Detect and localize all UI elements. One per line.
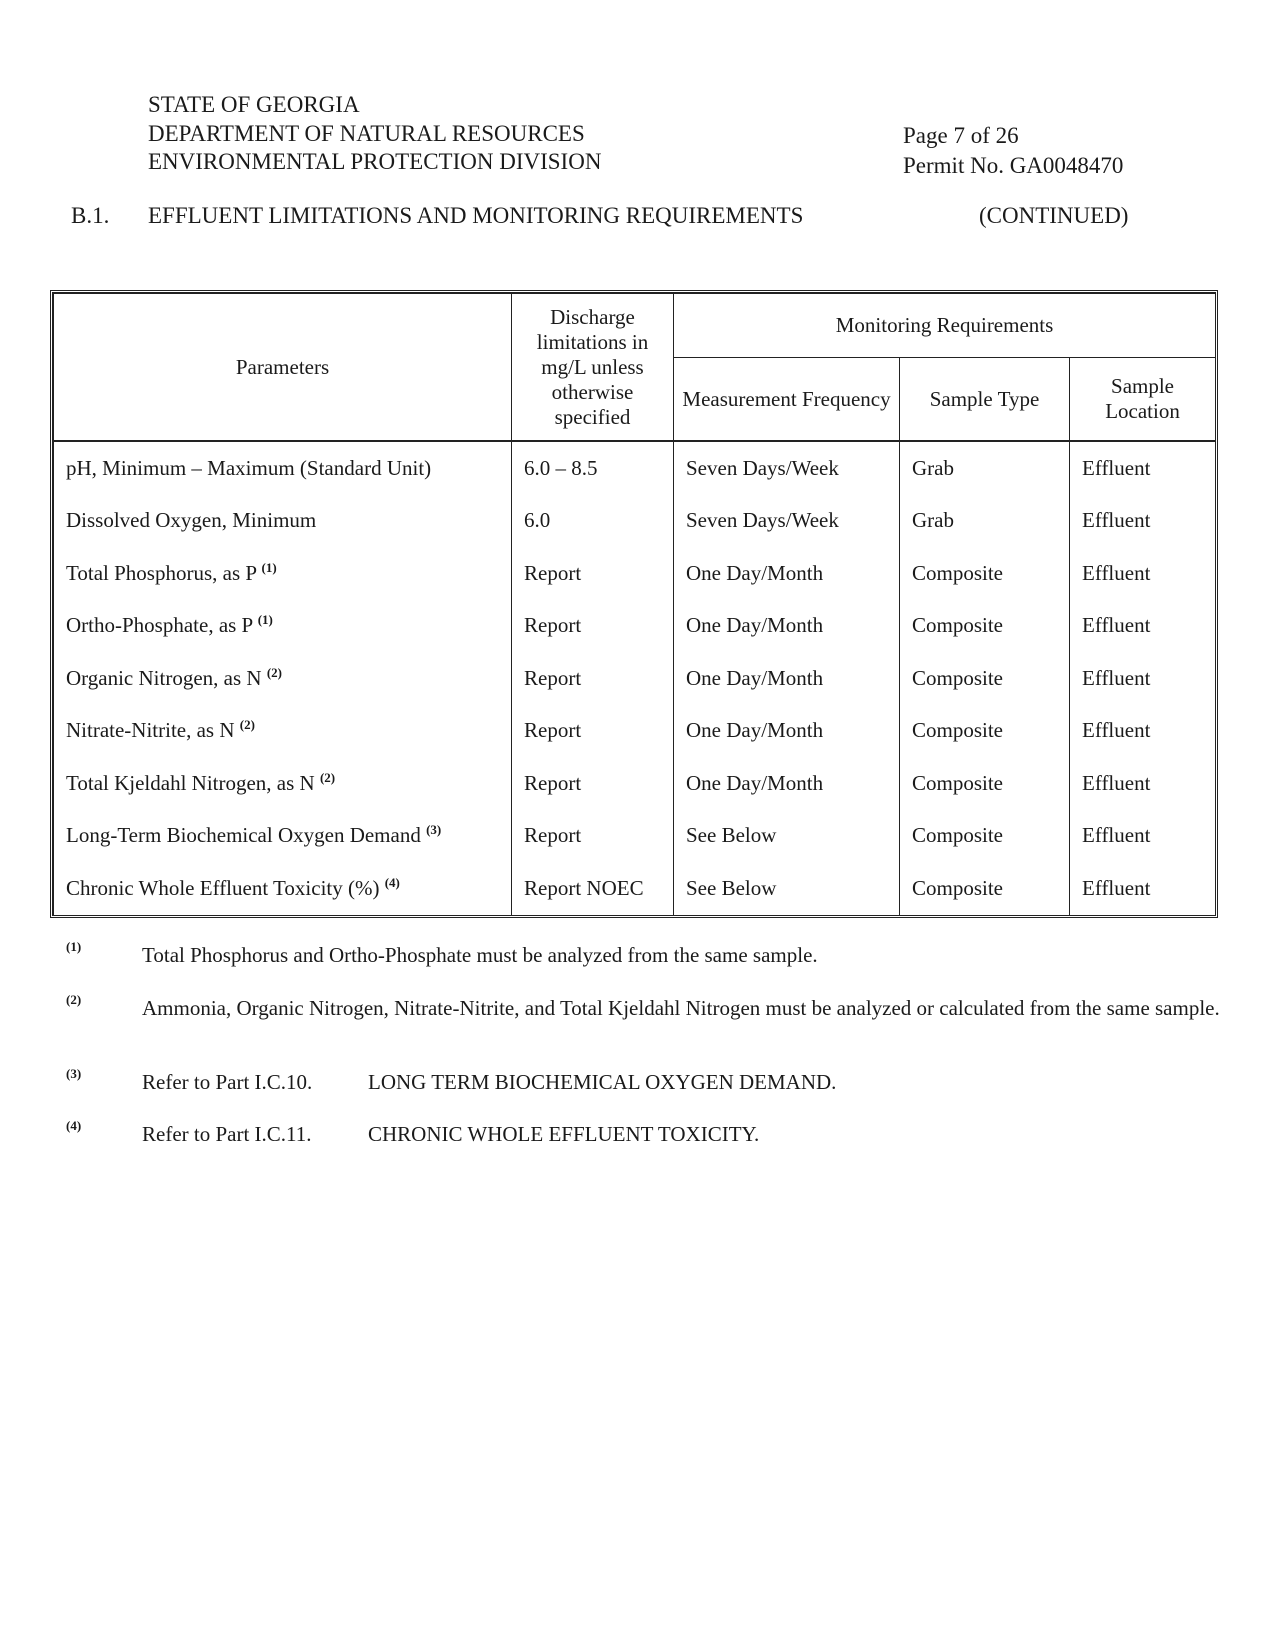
header-monitoring-requirements: Monitoring Requirements — [674, 294, 1216, 358]
cell-limitation: 6.0 – 8.5 — [512, 441, 674, 495]
footnote-ref: (2) — [319, 769, 336, 785]
table-row — [54, 862, 1216, 915]
footnote-title: CHRONIC WHOLE EFFLUENT TOXICITY. — [368, 1122, 760, 1146]
cell-sample-location: Effluent — [1070, 652, 1216, 705]
footnote-number: (3) — [66, 1066, 82, 1081]
cell-sample-location: Effluent — [1070, 547, 1216, 600]
table-row — [54, 600, 1216, 653]
footnote-ref: (2) — [239, 717, 255, 733]
section-number: B.1. — [71, 203, 110, 228]
effluent-table — [50, 290, 1218, 918]
cell-frequency: Seven Days/Week — [674, 441, 900, 495]
cell-frequency: See Below — [674, 810, 900, 863]
cell-sample-type: Composite — [900, 810, 1070, 863]
footnote-number: (1) — [66, 939, 82, 954]
footnote-number: (4) — [66, 1118, 82, 1133]
cell-limitation: Report NOEC — [512, 862, 674, 915]
footnote-text: Total Phosphorus and Ortho-Phosphate must be analyzed from the same sample. — [142, 943, 818, 967]
cell-parameter: Total Phosphorus, as P $^{(1)}$ — [54, 547, 512, 600]
footnote-ref: (2) — [266, 664, 282, 680]
cell-sample-type: Composite — [900, 547, 1070, 600]
cell-parameter: Total Kjeldahl Nitrogen, as N $^{(2)}$ — [54, 757, 512, 810]
cell-sample-location: Effluent — [1070, 441, 1216, 495]
cell-parameter: Chronic Whole Effluent Toxicity (%) $^{(4)}$ — [54, 862, 512, 915]
footnote-ref: (1) — [257, 612, 273, 628]
cell-limitation: Report — [512, 652, 674, 705]
cell-frequency: One Day/Month — [674, 547, 900, 600]
table-row — [54, 547, 1216, 600]
cell-sample-location: Effluent — [1070, 600, 1216, 653]
cell-sample-type: Composite — [900, 862, 1070, 915]
cell-sample-type: Grab — [900, 495, 1070, 548]
cell-limitation: Report — [512, 547, 674, 600]
section-continued: (CONTINUED) — [979, 203, 1129, 228]
footnote-reference: Refer to Part I.C.10. — [142, 1070, 313, 1094]
header-parameters: Parameters — [54, 294, 512, 442]
cell-limitation: Report — [512, 757, 674, 810]
page-number: Page 7 of 26 — [903, 123, 1019, 148]
header-sample-location: Sample Location — [1070, 358, 1216, 442]
cell-parameter: Long-Term Biochemical Oxygen Demand $^{(3)}$ — [54, 810, 512, 863]
cell-sample-type: Composite — [900, 705, 1070, 758]
cell-limitation: Report — [512, 810, 674, 863]
agency-division: ENVIRONMENTAL PROTECTION DIVISION — [148, 149, 602, 174]
footnote-reference: Refer to Part I.C.11. — [142, 1122, 312, 1146]
table-row — [54, 705, 1216, 758]
cell-frequency: See Below — [674, 862, 900, 915]
cell-parameter: Organic Nitrogen, as N $^{(2)}$ — [54, 652, 512, 705]
cell-sample-type: Grab — [900, 441, 1070, 495]
cell-frequency: One Day/Month — [674, 652, 900, 705]
table-row — [54, 495, 1216, 548]
cell-parameter: pH, Minimum – Maximum (Standard Unit) — [54, 441, 512, 495]
footnote-number: (2) — [66, 992, 82, 1007]
cell-frequency: One Day/Month — [674, 757, 900, 810]
table-row — [54, 810, 1216, 863]
cell-limitation: Report — [512, 705, 674, 758]
cell-sample-type: Composite — [900, 757, 1070, 810]
agency-block — [148, 91, 601, 177]
cell-parameter: Ortho-Phosphate, as P $^{(1)}$ — [54, 600, 512, 653]
table-row — [54, 652, 1216, 705]
header-discharge-limitations: Discharge limitations in mg/L unless otherwise specified — [512, 294, 674, 442]
footnote-ref: (1) — [261, 559, 277, 575]
cell-sample-location: Effluent — [1070, 705, 1216, 758]
cell-limitation: Report — [512, 600, 674, 653]
cell-sample-location: Effluent — [1070, 757, 1216, 810]
cell-sample-location: Effluent — [1070, 810, 1216, 863]
cell-parameter: Nitrate-Nitrite, as N $^{(2)}$ — [54, 705, 512, 758]
cell-sample-type: Composite — [900, 652, 1070, 705]
header-sample-type: Sample Type — [900, 358, 1070, 442]
cell-limitation: 6.0 — [512, 495, 674, 548]
table-row — [54, 757, 1216, 810]
page-info-block — [903, 121, 1123, 181]
cell-sample-type: Composite — [900, 600, 1070, 653]
footnote-ref: (4) — [384, 874, 400, 890]
footnote-text: Ammonia, Organic Nitrogen, Nitrate-Nitrite, and Total Kjeldahl Nitrogen must be analyzed or calculated from the same sample. — [142, 996, 1220, 1020]
permit-number: Permit No. GA0048470 — [903, 153, 1124, 178]
cell-sample-location: Effluent — [1070, 495, 1216, 548]
cell-parameter: Dissolved Oxygen, Minimum — [54, 495, 512, 548]
table-row — [54, 441, 1216, 495]
header-measurement-frequency: Measurement Frequency — [674, 358, 900, 442]
cell-frequency: One Day/Month — [674, 705, 900, 758]
agency-department: DEPARTMENT OF NATURAL RESOURCES — [148, 120, 585, 146]
agency-state: STATE OF GEORGIA — [148, 92, 360, 117]
section-title: EFFLUENT LIMITATIONS AND MONITORING REQUIREMENTS — [148, 203, 804, 228]
cell-frequency: Seven Days/Week — [674, 495, 900, 548]
cell-sample-location: Effluent — [1070, 862, 1216, 915]
cell-frequency: One Day/Month — [674, 600, 900, 653]
footnote-ref: (3) — [426, 822, 442, 838]
footnote-title: LONG TERM BIOCHEMICAL OXYGEN DEMAND. — [368, 1070, 837, 1094]
